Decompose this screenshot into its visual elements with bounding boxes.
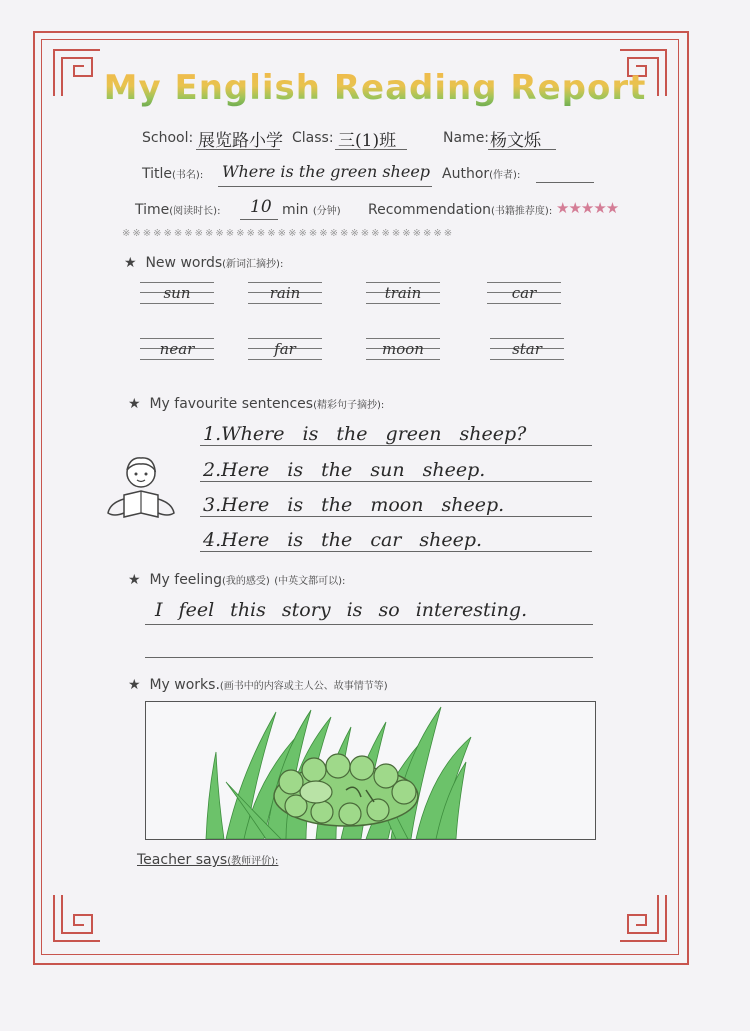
recommendation-label <box>368 202 552 218</box>
author-underline <box>536 182 594 183</box>
name-underline <box>488 149 556 150</box>
word-line <box>248 359 322 360</box>
word-line <box>140 303 214 304</box>
teacher-says-label <box>137 852 278 868</box>
sentence-item: 1.Where is the green sheep? <box>203 423 527 445</box>
word-line <box>366 359 440 360</box>
teacher-says-label-en: Teacher says <box>137 852 228 868</box>
new-word-text: car <box>511 284 537 302</box>
author-label <box>442 166 520 182</box>
new-word-text: near <box>159 340 195 358</box>
recommendation-label-en: Recommendation <box>368 202 492 218</box>
new-word-item <box>366 338 440 360</box>
new-word-item <box>248 282 322 304</box>
book-title-label-en: Title <box>142 166 173 182</box>
new-word-text: train <box>384 284 422 302</box>
time-underline <box>240 219 278 220</box>
word-line <box>248 282 322 283</box>
word-line <box>490 359 564 360</box>
word-line <box>487 303 561 304</box>
time-unit-cn: (分钟) <box>312 206 341 217</box>
sentence-item: 4.Here is the car sheep. <box>203 529 483 551</box>
new-word-item <box>490 338 564 360</box>
new-word-text: sun <box>163 284 191 302</box>
new-word-text: moon <box>382 340 424 358</box>
word-line <box>140 338 214 339</box>
new-word-item <box>487 282 561 304</box>
name-value: 杨文烁 <box>490 131 541 151</box>
book-title-label-cn: (书名): <box>172 170 204 181</box>
class-value: 三(1)班 <box>338 131 397 151</box>
sentence-item: 2.Here is the sun sheep. <box>203 459 486 481</box>
feeling-line <box>145 657 593 658</box>
new-word-item <box>366 282 440 304</box>
works-heading: ★ My works.(画书中的内容或主人公、故事情节等) <box>128 677 388 693</box>
author-label-cn: (作者): <box>489 170 521 181</box>
book-title-label <box>142 166 203 182</box>
corner-ornament-bottom-left <box>52 893 102 943</box>
grass-sheep-drawing <box>146 702 595 839</box>
section-divider: ※※※※※※※※※※※※※※※※※※※※※※※※※※※※※※※※ <box>122 228 455 239</box>
new-words-heading: ★ New words(新词汇摘抄): <box>124 255 284 271</box>
time-label <box>135 202 220 218</box>
word-line <box>140 282 214 283</box>
sentence-line <box>200 516 592 517</box>
word-line <box>140 359 214 360</box>
teacher-says-label-cn: (教师评价): <box>227 856 279 867</box>
new-word-item <box>140 338 214 360</box>
new-word-text: rain <box>269 284 301 302</box>
word-line <box>366 303 440 304</box>
feeling-heading: ★ My feeling(我的感受) (中英文都可以): <box>128 572 346 588</box>
time-label-en: Time <box>135 202 170 218</box>
time-unit <box>282 202 341 218</box>
name-label: Name: <box>443 130 490 146</box>
works-heading-cn: (画书中的内容或主人公、故事情节等) <box>219 681 388 692</box>
word-line <box>490 338 564 339</box>
class-underline <box>335 149 407 150</box>
report-title: My English Reading Report <box>0 68 750 108</box>
author-label-en: Author <box>442 166 490 182</box>
corner-ornament-bottom-right <box>618 893 668 943</box>
new-word-text: far <box>274 340 296 358</box>
works-heading-en: My works. <box>149 677 220 693</box>
word-line <box>248 338 322 339</box>
school-value: 展览路小学 <box>198 131 283 151</box>
sentences-heading: ★ My favourite sentences(精彩句子摘抄): <box>128 396 385 412</box>
word-line <box>366 282 440 283</box>
recommendation-stars: ★★★★★ <box>556 199 619 217</box>
feeling-heading-cn: (我的感受) <box>221 576 270 587</box>
time-unit-en: min <box>282 202 309 218</box>
time-value: 10 <box>250 197 272 217</box>
feeling-line <box>145 624 593 625</box>
book-title-underline <box>218 186 432 187</box>
new-word-item <box>248 338 322 360</box>
new-word-text: star <box>512 340 542 358</box>
boy-reading-icon <box>104 453 178 521</box>
sentence-line <box>200 481 592 482</box>
drawing-area <box>145 701 596 840</box>
word-line <box>248 303 322 304</box>
sentence-line <box>200 445 592 446</box>
new-word-item <box>140 282 214 304</box>
school-label: School: <box>142 130 194 146</box>
school-underline <box>196 149 280 150</box>
sentence-line <box>200 551 592 552</box>
word-line <box>487 282 561 283</box>
new-words-heading-cn: (新词汇摘抄): <box>222 259 284 270</box>
feeling-heading-en: My feeling <box>149 572 222 588</box>
sentence-item: 3.Here is the moon sheep. <box>203 494 505 516</box>
feeling-text: I feel this story is so interesting. <box>155 599 528 621</box>
book-title-value: Where is the green sheep <box>222 162 431 181</box>
class-label: Class: <box>292 130 334 146</box>
recommendation-label-cn: (书籍推荐度): <box>491 206 553 217</box>
feeling-heading-note: (中英文都可以): <box>274 576 346 587</box>
sentences-heading-en: My favourite sentences <box>149 396 314 412</box>
time-label-cn: (阅读时长): <box>169 206 221 217</box>
word-line <box>366 338 440 339</box>
new-words-heading-en: New words <box>145 255 223 271</box>
sentences-heading-cn: (精彩句子摘抄): <box>313 400 385 411</box>
